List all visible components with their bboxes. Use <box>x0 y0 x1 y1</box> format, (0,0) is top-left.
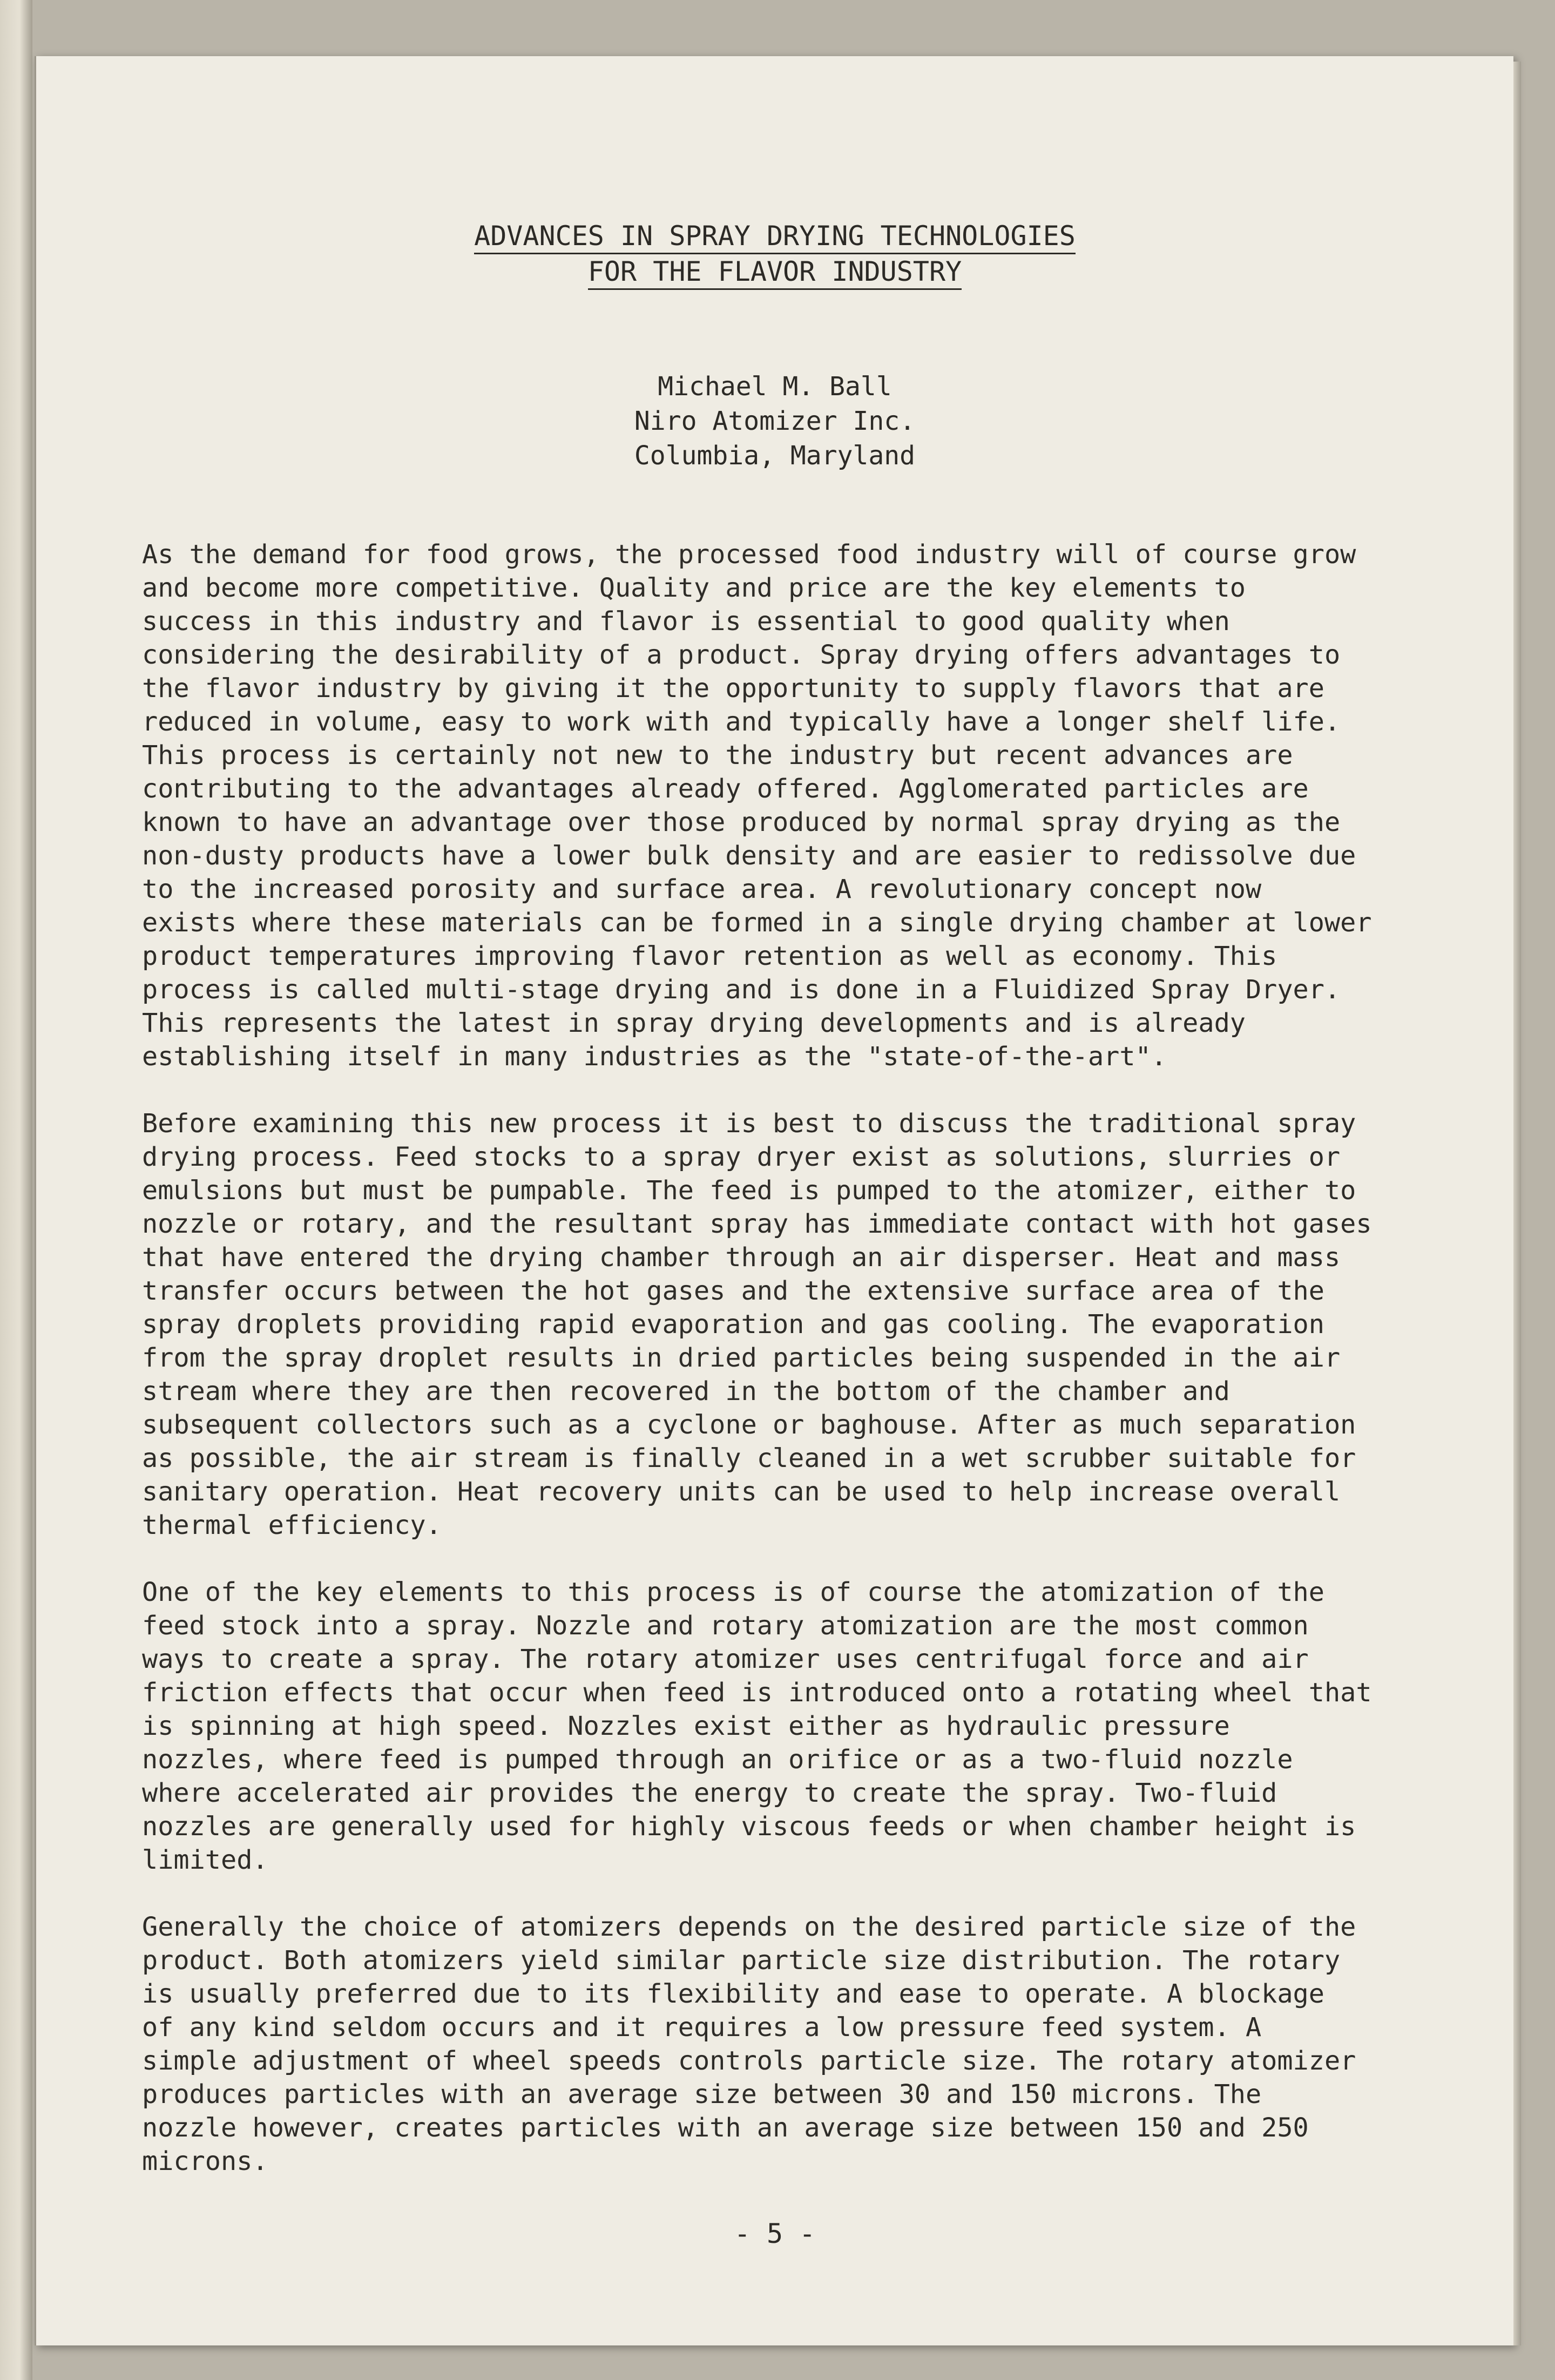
text-line: process is called multi-stage drying and is done in a Fluidized Spray Dryer. <box>142 975 1341 1005</box>
text-line: thermal efficiency. <box>142 1510 442 1540</box>
text-line: drying process. Feed stocks to a spray dryer exist as solutions, slurries or <box>142 1142 1341 1172</box>
text-line: product temperatures improving flavor retention as well as economy. This <box>142 941 1277 971</box>
text-line: as possible, the air stream is finally cleaned in a wet scrubber suitable for <box>142 1443 1356 1473</box>
text-line: is spinning at high speed. Nozzles exist either as hydraulic pressure <box>142 1711 1230 1741</box>
text-line: As the demand for food grows, the processed food industry will of course grow <box>142 539 1356 570</box>
author-block <box>36 369 1513 473</box>
text-line: considering the desirability of a product. Spray drying offers advantages to <box>142 640 1341 670</box>
text-line: Generally the choice of atomizers depends on the desired particle size of the <box>142 1912 1356 1942</box>
document-page <box>35 56 1513 2345</box>
author-location: Columbia, Maryland <box>634 441 916 471</box>
text-line: nozzle or rotary, and the resultant spray has immediate contact with hot gases <box>142 1209 1372 1239</box>
paragraph <box>142 1910 1492 2178</box>
text-line: the flavor industry by giving it the opportunity to supply flavors that are <box>142 673 1324 704</box>
text-line: This process is certainly not new to the industry but recent advances are <box>142 740 1293 770</box>
text-line: from the spray droplet results in dried particles being suspended in the air <box>142 1343 1341 1373</box>
body-text <box>142 538 1492 2212</box>
text-line: non-dusty products have a lower bulk density and are easier to redissolve due <box>142 841 1356 871</box>
text-line: of any kind seldom occurs and it requires a low pressure feed system. A <box>142 2012 1262 2043</box>
author-company: Niro Atomizer Inc. <box>634 406 916 436</box>
text-line: success in this industry and flavor is essential to good quality when <box>142 606 1230 637</box>
text-line: transfer occurs between the hot gases and the extensive surface area of the <box>142 1276 1324 1306</box>
text-line: where accelerated air provides the energy to create the spray. Two-fluid <box>142 1778 1277 1808</box>
text-line: establishing itself in many industries as the "state-of-the-art". <box>142 1042 1167 1072</box>
text-line: nozzle however, creates particles with an average size between 150 and 250 <box>142 2113 1309 2143</box>
text-line: product. Both atomizers yield similar particle size distribution. The rotary <box>142 1945 1341 1976</box>
text-line: stream where they are then recovered in the bottom of the chamber and <box>142 1376 1230 1407</box>
title-line-1: ADVANCES IN SPRAY DRYING TECHNOLOGIES <box>36 218 1513 254</box>
text-line: microns. <box>142 2146 268 2176</box>
author-name: Michael M. Ball <box>658 371 892 402</box>
text-line: nozzles, where feed is pumped through an orifice or as a two-fluid nozzle <box>142 1745 1293 1775</box>
left-page-edge <box>0 0 32 2380</box>
paragraph <box>142 538 1492 1073</box>
paragraph <box>142 1576 1492 1877</box>
text-line: friction effects that occur when feed is introduced onto a rotating wheel that <box>142 1678 1372 1708</box>
text-line: ways to create a spray. The rotary atomizer uses centrifugal force and air <box>142 1644 1309 1674</box>
text-line: nozzles are generally used for highly viscous feeds or when chamber height is <box>142 1811 1356 1842</box>
text-line: that have entered the drying chamber through an air disperser. Heat and mass <box>142 1242 1341 1273</box>
text-line: subsequent collectors such as a cyclone or baghouse. After as much separation <box>142 1410 1356 1440</box>
text-line: produces particles with an average size between 30 and 150 microns. The <box>142 2079 1262 2109</box>
text-line: exists where these materials can be formed in a single drying chamber at lower <box>142 908 1372 938</box>
text-line: emulsions but must be pumpable. The feed is pumped to the atomizer, either to <box>142 1175 1356 1206</box>
text-line: is usually preferred due to its flexibility and ease to operate. A blockage <box>142 1979 1324 2009</box>
text-line: limited. <box>142 1845 268 1875</box>
text-line: reduced in volume, easy to work with and typically have a longer shelf life. <box>142 707 1341 737</box>
text-line: and become more competitive. Quality and price are the key elements to <box>142 573 1246 603</box>
text-line: simple adjustment of wheel speeds controls particle size. The rotary atomizer <box>142 2046 1356 2076</box>
text-line: to the increased porosity and surface area. A revolutionary concept now <box>142 874 1262 904</box>
text-line: One of the key elements to this process is of course the atomization of the <box>142 1577 1324 1607</box>
text-line: feed stock into a spray. Nozzle and rotary atomization are the most common <box>142 1611 1309 1641</box>
text-line: Before examining this new process it is best to discuss the traditional spray <box>142 1108 1356 1139</box>
text-line: known to have an advantage over those produced by normal spray drying as the <box>142 807 1341 837</box>
document-title <box>36 218 1513 289</box>
text-line: sanitary operation. Heat recovery units can be used to help increase overall <box>142 1477 1341 1507</box>
text-line: spray droplets providing rapid evaporation and gas cooling. The evaporation <box>142 1309 1324 1340</box>
title-line-2: FOR THE FLAVOR INDUSTRY <box>36 254 1513 289</box>
text-line: contributing to the advantages already offered. Agglomerated particles are <box>142 774 1309 804</box>
paragraph <box>142 1107 1492 1542</box>
page-number: - 5 - <box>734 2218 816 2249</box>
text-line: This represents the latest in spray drying developments and is already <box>142 1008 1246 1038</box>
